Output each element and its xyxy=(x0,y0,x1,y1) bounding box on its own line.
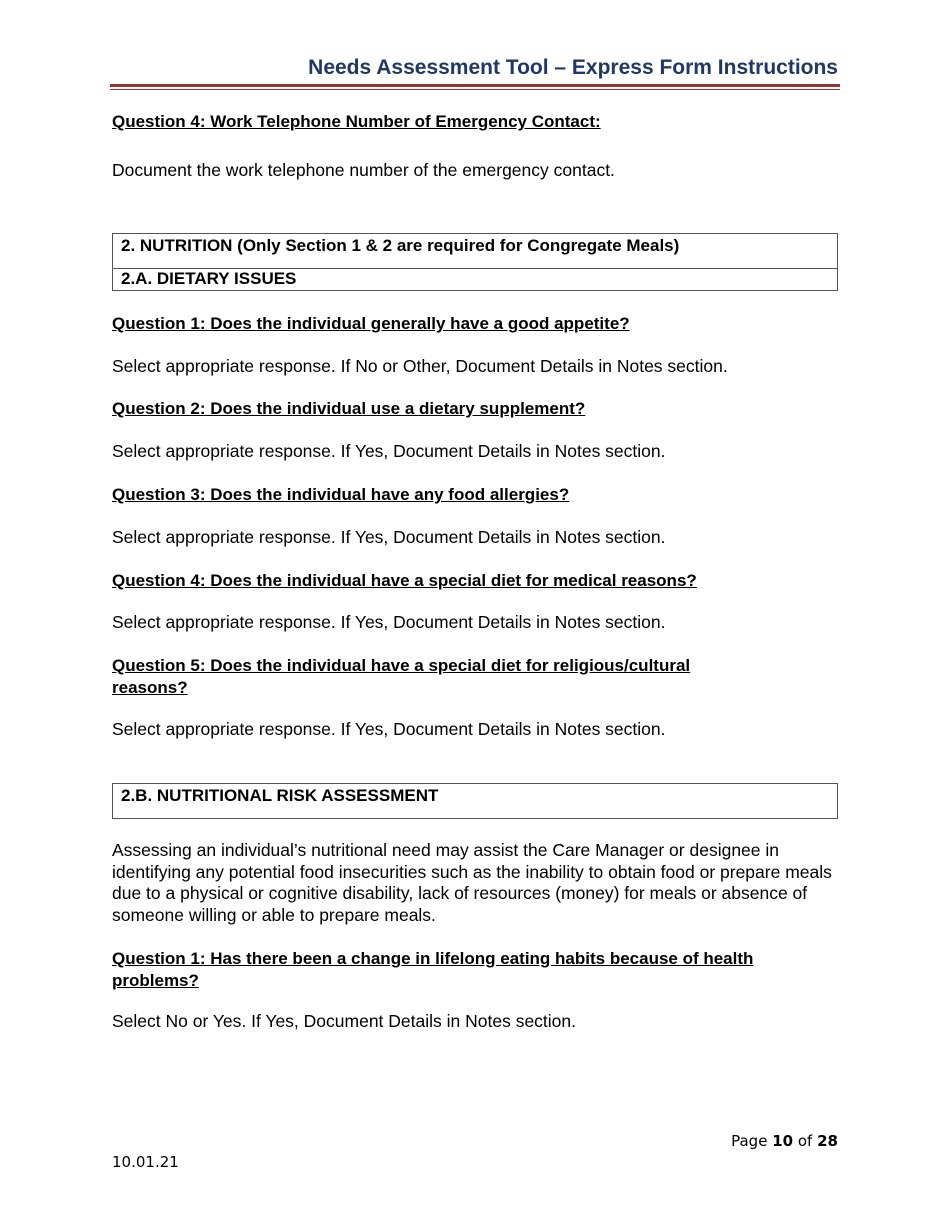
intro-instruction: Document the work telephone number of the emergency contact. xyxy=(112,160,615,180)
question-instruction: Select appropriate response. If No or Other, Document Details in Notes section. xyxy=(112,356,728,376)
question-heading: Question 1: Has there been a change in lifelong eating habits because of health problems? xyxy=(112,949,754,990)
question-instruction: Select appropriate response. If Yes, Document Details in Notes section. xyxy=(112,719,666,739)
page-total: 28 xyxy=(817,1132,838,1150)
footer-date: 10.01.21 xyxy=(112,1153,179,1171)
page-prefix: Page xyxy=(731,1132,768,1150)
question-heading: Question 5: Does the individual have a special diet for religious/cultural reasons? xyxy=(112,656,691,697)
section-2-box xyxy=(112,233,838,291)
question-instruction: Select No or Yes. If Yes, Document Details in Notes section. xyxy=(112,1011,576,1031)
page-header-title: Needs Assessment Tool – Express Form Instructions xyxy=(308,56,838,79)
question-heading: Question 3: Does the individual have any food allergies? xyxy=(112,485,570,504)
question-instruction: Select appropriate response. If Yes, Document Details in Notes section. xyxy=(112,441,666,461)
question-heading: Question 1: Does the individual generally have a good appetite? xyxy=(112,314,630,333)
section-2b-title: 2.B. NUTRITIONAL RISK ASSESSMENT xyxy=(121,786,439,805)
question-heading: Question 4: Does the individual have a special diet for medical reasons? xyxy=(112,571,697,590)
intro-question-heading: Question 4: Work Telephone Number of Emergency Contact: xyxy=(112,112,601,131)
header-rule-thin xyxy=(110,89,840,90)
page-current: 10 xyxy=(772,1132,794,1150)
question-instruction: Select appropriate response. If Yes, Document Details in Notes section. xyxy=(112,612,666,632)
question-instruction: Select appropriate response. If Yes, Document Details in Notes section. xyxy=(112,527,666,547)
question-heading: Question 2: Does the individual use a dietary supplement? xyxy=(112,399,586,418)
page-number xyxy=(731,1132,838,1150)
section-2b-box xyxy=(112,783,838,819)
section-2-title: 2. NUTRITION (Only Section 1 & 2 are required for Congregate Meals) xyxy=(113,234,837,269)
section-2a-subtitle: 2.A. DIETARY ISSUES xyxy=(121,269,297,288)
page-of: of xyxy=(797,1132,813,1150)
header-rule-thick xyxy=(110,84,840,87)
nutritional-risk-paragraph: Assessing an individual’s nutritional need may assist the Care Manager or designee in identifying any potential food insecurities such as the inability to obtain food or prepare meals due to a physical or cognitive disability, lack of resources (money) for meals or absence of someone willing or able to prepare meals. xyxy=(112,840,832,925)
